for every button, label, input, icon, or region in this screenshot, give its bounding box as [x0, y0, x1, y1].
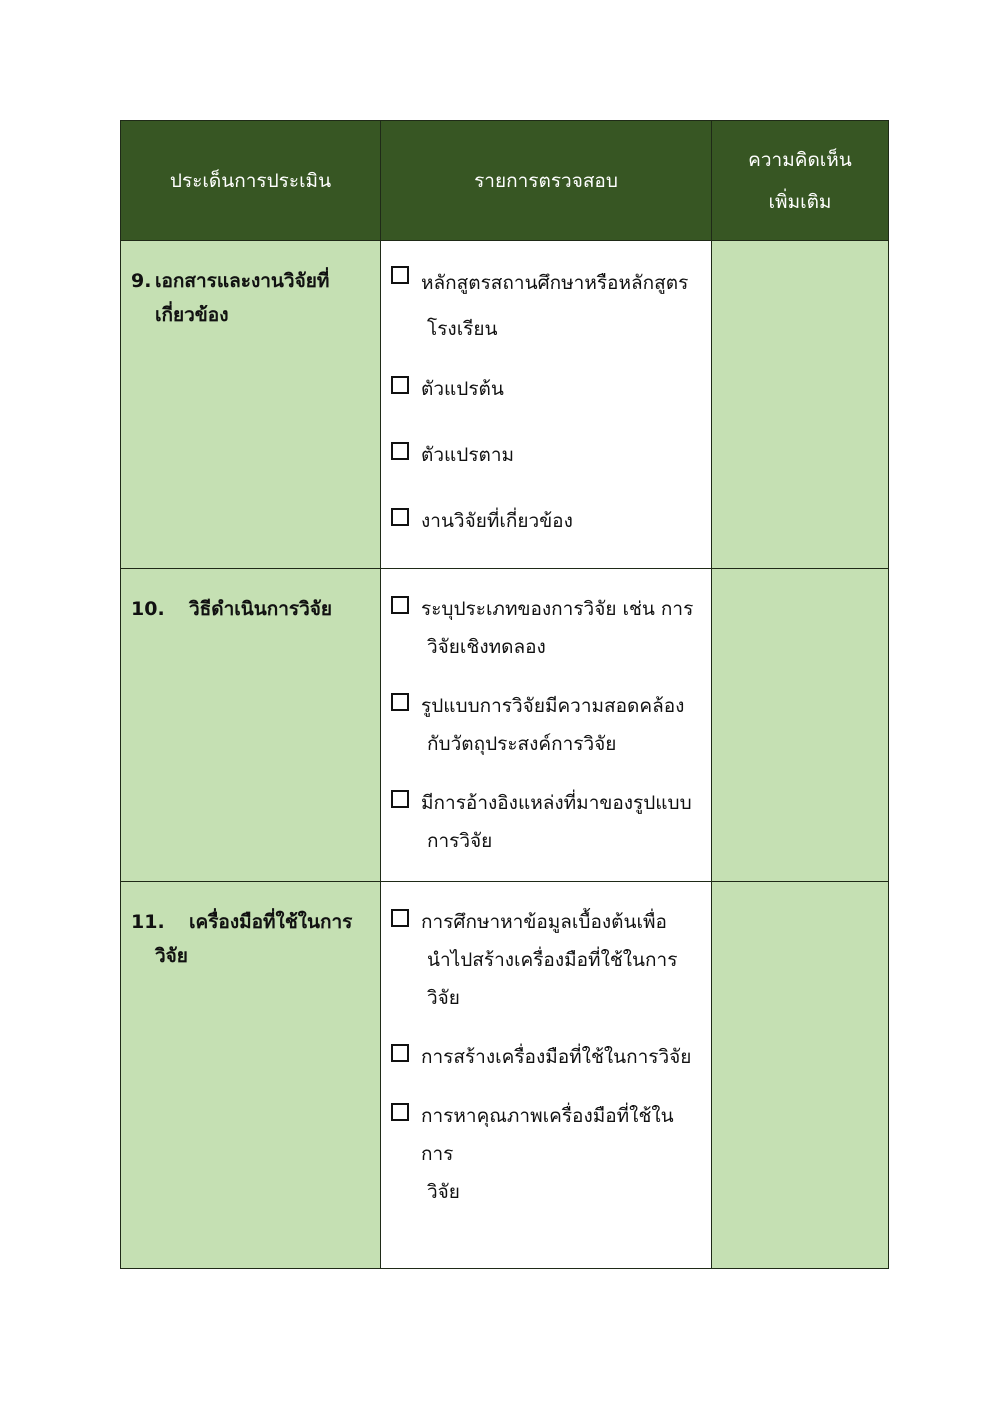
- checklist-item: [391, 436, 705, 474]
- checklist-item-text-cont: วิจัยเชิงทดลอง: [427, 636, 546, 658]
- header-comment-line1: ความคิดเห็น: [748, 148, 852, 171]
- checkbox[interactable]: [391, 266, 409, 284]
- checklist-item-text: รูปแบบการวิจัยมีความสอดคล้อง: [421, 695, 685, 717]
- topic-text-line2: วิจัย: [155, 945, 188, 967]
- checklist-cell: [381, 882, 712, 1269]
- checkbox[interactable]: [391, 790, 409, 808]
- checkbox[interactable]: [391, 909, 409, 927]
- checklist-item-text-cont: โรงเรียน: [427, 318, 498, 340]
- checklist-item-text: การศึกษาหาข้อมูลเบื้องต้นเพื่อ: [421, 911, 667, 933]
- checklist-item-text-cont: การวิจัย: [427, 830, 493, 852]
- header-topic: [121, 121, 381, 241]
- checkbox[interactable]: [391, 1044, 409, 1062]
- checklist-item-text-cont: นำไปสร้างเครื่องมือที่ใช้ในการวิจัย: [427, 949, 678, 1009]
- table-header-row: [121, 121, 889, 241]
- topic-text-line2: เกี่ยวข้อง: [155, 304, 229, 326]
- checkbox[interactable]: [391, 376, 409, 394]
- checklist-item: [391, 370, 705, 408]
- checkbox[interactable]: [391, 693, 409, 711]
- topic-heading-cont: [131, 939, 370, 973]
- table-row: [121, 882, 889, 1269]
- table-row: [121, 569, 889, 882]
- checklist-item-text: ระบุประเภทของการวิจัย เช่น การ: [421, 598, 694, 620]
- checkbox[interactable]: [391, 508, 409, 526]
- topic-cell: [121, 569, 381, 882]
- comment-cell[interactable]: [712, 241, 889, 569]
- topic-number: 9.: [131, 270, 152, 292]
- checklist-item: [391, 903, 705, 1017]
- checklist-item: [391, 260, 705, 352]
- checklist-item: [391, 502, 705, 540]
- header-topic-label: ประเด็นการประเมิน: [169, 169, 332, 192]
- topic-heading: [131, 905, 370, 939]
- header-comment: [712, 121, 889, 241]
- checklist-cell: [381, 569, 712, 882]
- comment-cell[interactable]: [712, 882, 889, 1269]
- checklist-item-text: หลักสูตรสถานศึกษาหรือหลักสูตร: [421, 272, 689, 294]
- checklist-item-text: การหาคุณภาพเครื่องมือที่ใช้ในการ: [421, 1105, 674, 1165]
- topic-cell: [121, 882, 381, 1269]
- checklist-item-text: มีการอ้างอิงแหล่งที่มาของรูปแบบ: [421, 792, 692, 814]
- checklist-item-text: งานวิจัยที่เกี่ยวข้อง: [421, 510, 573, 532]
- header-comment-line2: เพิ่มเติม: [768, 190, 832, 213]
- checklist-item-text: ตัวแปรตาม: [421, 444, 515, 466]
- checkbox[interactable]: [391, 596, 409, 614]
- topic-text-line1: เอกสารและงานวิจัยที่: [155, 270, 330, 292]
- checklist-item-text-cont: วิจัย: [427, 1181, 460, 1203]
- topic-cell: [121, 241, 381, 569]
- checklist-item: [391, 1097, 705, 1211]
- checklist-item-text: การสร้างเครื่องมือที่ใช้ในการวิจัย: [421, 1046, 692, 1068]
- checklist-item-text: ตัวแปรต้น: [421, 378, 504, 400]
- topic-number: 10.: [131, 598, 165, 620]
- topic-heading: [131, 264, 370, 332]
- comment-cell[interactable]: [712, 569, 889, 882]
- checklist-item: [391, 687, 705, 763]
- header-checklist-label: รายการตรวจสอบ: [474, 169, 618, 192]
- checklist-item: [391, 1038, 705, 1076]
- checkbox[interactable]: [391, 442, 409, 460]
- header-checklist: [381, 121, 712, 241]
- checkbox[interactable]: [391, 1103, 409, 1121]
- topic-text-line1: เครื่องมือที่ใช้ในการ: [189, 911, 353, 933]
- topic-number: 11.: [131, 911, 165, 933]
- topic-text-line1: วิธีดำเนินการวิจัย: [189, 598, 333, 620]
- topic-heading: [131, 592, 370, 626]
- checklist-item: [391, 784, 705, 860]
- table-row: [121, 241, 889, 569]
- checklist-item-text-cont: กับวัตถุประสงค์การวิจัย: [427, 733, 617, 755]
- checklist-item: [391, 590, 705, 666]
- checklist-cell: [381, 241, 712, 569]
- evaluation-table: [120, 120, 889, 1269]
